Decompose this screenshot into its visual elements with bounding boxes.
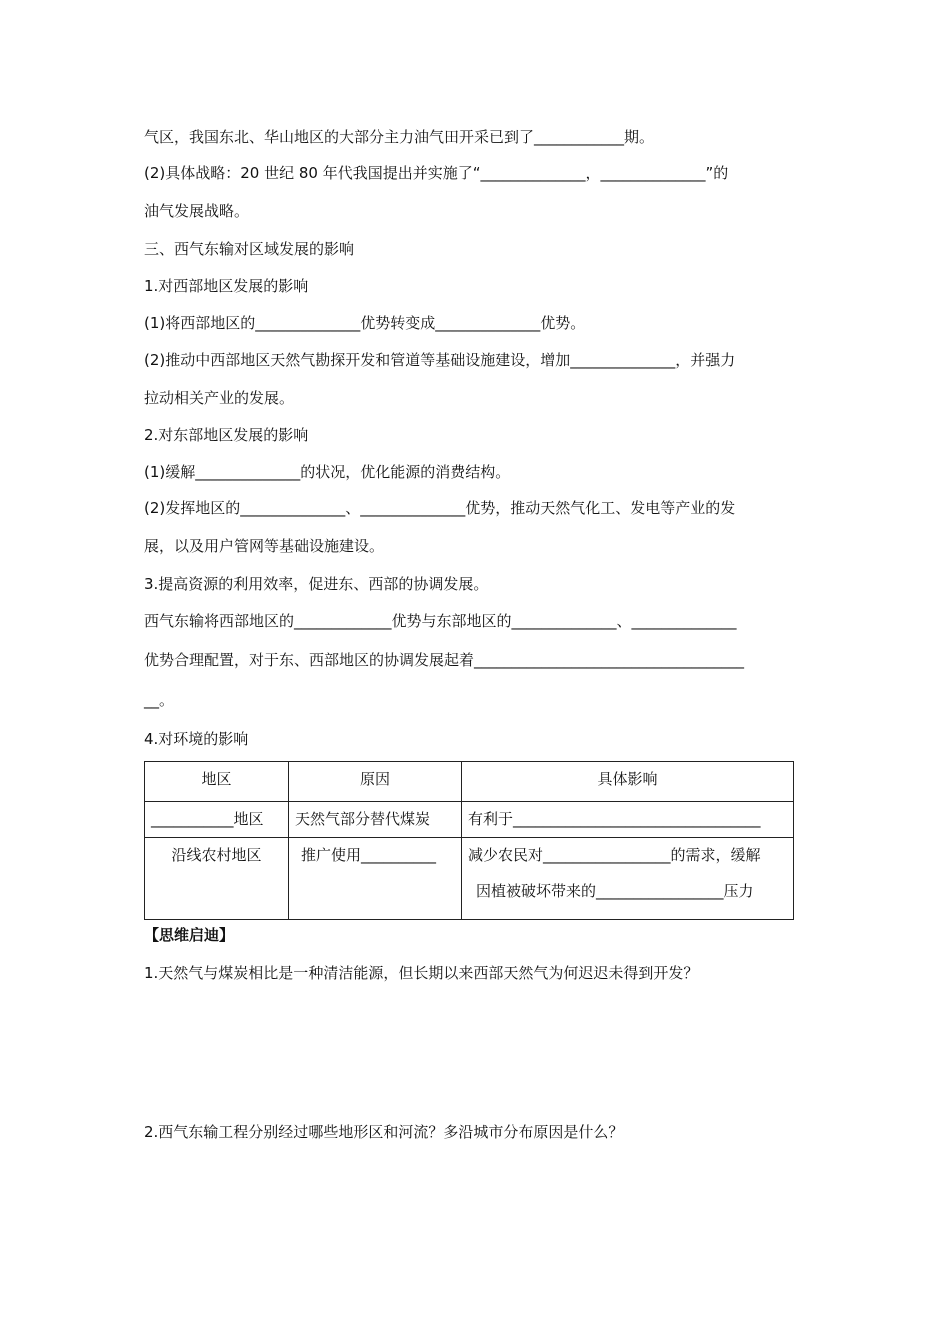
header-impact: 具体影响 (597, 770, 658, 788)
subheading-efficiency: 3.提高资源的利用效率，促进东、西部的协调发展。 (144, 575, 489, 593)
subheading-environment: 4.对环境的影响 (144, 730, 249, 748)
table-cell (145, 838, 289, 920)
text-line-10: (1)缓解______________的状况，优化能源的消费结构。 (144, 463, 511, 481)
table-cell (289, 802, 462, 838)
text-line-16: __。 (144, 691, 175, 709)
table-row (145, 838, 794, 920)
table-header-cell (145, 762, 289, 802)
table-row (145, 802, 794, 838)
row2-region: 沿线农村地区 (171, 846, 262, 864)
text-line-12: 展，以及用户管网等基础设施建设。 (144, 537, 385, 555)
text-line-2: (2)具体战略：20 世纪 80 年代我国提出并实施了“______________，______________”的 (144, 164, 729, 182)
thinking-question-1: 1.天然气与煤炭相比是一种清洁能源，但长期以来西部天然气为何迟迟未得到开发？ (144, 964, 699, 982)
table-cell (462, 802, 794, 838)
thinking-question-2: 2.西气东输工程分别经过哪些地形区和河流？多沿城市分布原因是什么？ (144, 1123, 624, 1141)
table-header-cell (289, 762, 462, 802)
text-line-1: 气区，我国东北、华山地区的大部分主力油气田开采已到了____________期。 (144, 128, 655, 146)
table-header-row (145, 762, 794, 802)
section-heading-3: 三、西气东输对区域发展的影响 (144, 240, 355, 258)
subheading-east: 2.对东部地区发展的影响 (144, 426, 309, 444)
table-cell (289, 838, 462, 920)
text-line-11: (2)发挥地区的______________、______________优势，推动天然气化工、发电等产业的发 (144, 499, 736, 517)
row2-impact-line2: 因植被破坏带来的_________________压力 (476, 882, 754, 900)
environment-impact-table (144, 761, 794, 920)
row2-reason: 推广使用__________ (301, 846, 437, 864)
table-cell (462, 838, 794, 920)
row1-reason: 天然气部分替代煤炭 (295, 810, 431, 828)
subheading-west: 1.对西部地区发展的影响 (144, 277, 309, 295)
header-reason: 原因 (359, 770, 390, 788)
header-region: 地区 (201, 770, 232, 788)
text-line-6: (1)将西部地区的______________优势转变成______________优势。 (144, 314, 586, 332)
text-line-14: 西气东输将西部地区的_____________优势与东部地区的______________、______________ (144, 612, 737, 630)
row1-impact: 有利于_________________________________ (468, 810, 761, 828)
text-line-7: (2)推动中西部地区天然气勘探开发和管道等基础设施建设，增加______________，并强力 (144, 351, 736, 369)
table-header-cell (462, 762, 794, 802)
table-cell (145, 802, 289, 838)
text-line-3: 油气发展战略。 (144, 202, 250, 220)
row2-impact-line1: 减少农民对_________________的需求，缓解 (468, 846, 761, 864)
thinking-heading: 【思维启迪】 (144, 926, 235, 944)
text-line-8: 拉动相关产业的发展。 (144, 389, 295, 407)
row1-region: ___________地区 (151, 810, 264, 828)
text-line-15: 优势合理配置，对于东、西部地区的协调发展起着____________________________________ (144, 651, 745, 669)
